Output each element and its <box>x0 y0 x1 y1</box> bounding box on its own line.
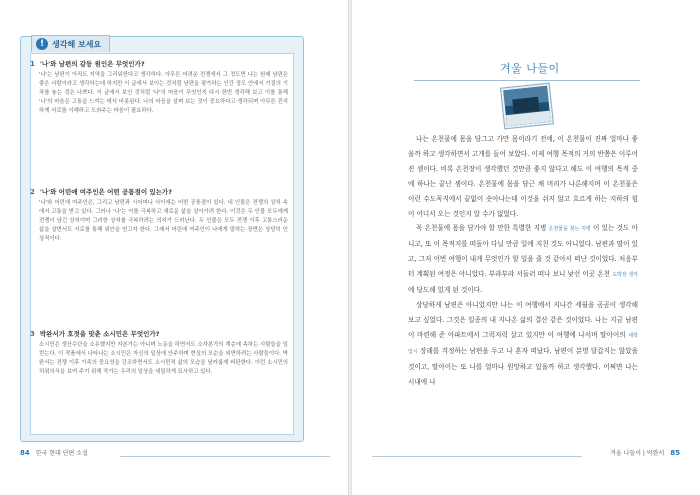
answer-text: 소시민은 생산수단을 소유했지만 자본가는 아니며 노동을 하면서도 소자본가의 계층에 속하는 사람들을 일컫는다. 이 작품에서 나타나는 소시민은 자신의 일상에 안주하며 현실의 모순을 외면하려는 사람들이다. 박완서는 전쟁 이후 가족의 중요성을 강조하면서도 소시민적 삶의 모습을 날카롭게 비판한다. 이런 소시민의 허위의식을 보여 주기 위해 작가는 우리의 일상을 세밀하게 묘사하고 있다. <box>39 342 288 376</box>
running-title: 겨울 나들이 | 박완서 <box>610 450 665 457</box>
question-text: '나'와 남편의 갈등 원인은 무엇인가? <box>39 60 145 68</box>
bulb-icon: ! <box>36 38 48 50</box>
footnote-ref: 대학 입시 <box>408 332 638 355</box>
paragraph-text: 상당하게 남편은 아니었지만 나는 이 여행에서 지나간 세월을 곰곰이 생각해 보고 싶었다. 그것은 일종의 내 지나온 삶의 결산 같은 것이었다. 나는 지금 남편이 마련해 준 아파트에서 그럭저럭 살고 있지만 이 여행에 나서며 딸아이의 <box>408 300 638 339</box>
paragraph: 나는 온천물에 몸을 담그고 가만 몸이라기 전에, 이 온천물이 진짜 얼마나 좋을까 하고 생각하면서 고개를 들어 보았다. 이제 여행 목적의 거의 반쯤은 이루어진 셈이다. 비록 온천장이 생각했던 것만큼 좋지 않다고 해도 이 여행의 목적 중에 하나는 끝난 셈이다. 온천물에 몸을 담근 채 머리가 나른해지며 이 온천물은 이런 수도꼭지에서 끝없이 솟아나는데 이것을 쉬지 않고 흐르게 하는 지하의 힘이 어디서 오는 것인지 알 수가 없었다. <box>408 135 638 218</box>
footer-left <box>20 448 88 457</box>
page-number: 85 <box>670 448 680 457</box>
footer-right <box>610 448 680 457</box>
think-box-title: 생각해 보세요 <box>52 39 102 49</box>
question-3 <box>30 330 288 377</box>
question-number: 3 <box>30 330 35 338</box>
paragraph <box>408 221 638 298</box>
running-title: 한국 현대 단편 소설 <box>35 450 88 457</box>
paragraph-text: 에 당도해 있게 된 것이다. <box>408 286 483 295</box>
paragraph-text: 꼭 온천물에 몸을 담가야 할 만한 특별한 지병 <box>416 224 547 233</box>
paragraph-text: 장래를 걱정하는 남편을 두고 나 혼자 떠났다. 남편이 분명 달갑지는 않았을 것이고, 딸아이는 또 나를 얼마나 원망하고 있을까 하고 생각했다. 어쩌면 나는 시내에 나 <box>408 346 638 386</box>
footer-rule <box>120 456 330 457</box>
title-rule <box>414 80 640 81</box>
essay-title: 겨울 나들이 <box>500 62 560 75</box>
footer-rule <box>372 456 582 457</box>
question-number: 1 <box>30 60 35 68</box>
question-number: 2 <box>30 188 35 196</box>
footnote-ref: 온천물을 찾는 지병 <box>548 226 591 233</box>
paragraph <box>408 298 638 389</box>
question-2 <box>30 188 288 244</box>
question-text: 박완서가 호젓을 맞춘 소시민은 무엇인가? <box>39 330 160 338</box>
answer-text: '나'는 남편이 아직도 지역을 그리워한다고 생각하다. 아무튼 어려운 전쟁에서 그 정도면 나는 원래 남편은 좋은 사람이라고 생각하는데 하지만 이 글에서 보이는 것처럼 남편을 평가하는 인간 정도 안에서 기질의 기차를 놓는 것은 나쁘다. 이 글에서 보인 것처럼 '나'의 마음이 무엇인지 다시 한번 생각해 보고 이를 통해 '나'의 마음은 고통을 느끼는 데서 비롯된다. 나의 마음을 살펴 보는 것이 중요하다고 생각되며 아무튼 진지하게 서로를 이해하고 도와주는 마음이 필요하다. <box>39 72 288 115</box>
question-text: '나'와 어린애 여주인은 어떤 공통점이 있는가? <box>39 188 172 196</box>
paragraph-text: 이 있는 것도 아니고, 또 이 목적지를 떠돌아 다닐 만큼 일에 지친 것도 아니었다. 남편과 딸이 있고, 그저 이번 여행이 내게 무엇인가 할 일을 줄 것 같아서 떠난 것이었다. 처음부터 계획된 여정은 아니었다. 부랴부랴 서둘러 떠나 보니 낯선 이곳 온천 <box>408 224 638 279</box>
answer-text: '나'와 어린애 여주인은, 그리고 남편과 시어머니 사이에는 어떤 공통점이 있다. 내 인물은 전쟁의 상처 속에서 고통을 받고 있다. 그러나 '나'는 이를 극복하고 새로운 삶을 살아가려 한다. 이것은 두 인물 모두에게 전쟁이 남긴 상처이며 그러한 상처를 극복하려는 의지가 드러난다. 두 인물은 모두 전쟁 이후 고통스러운 삶을 살면서도 서로를 통해 위안을 얻고자 한다. 그래서 어린애 여주인이 나에게 말하는 장면은 상당히 인상적이다. <box>39 200 288 243</box>
photo-image <box>501 84 553 129</box>
question-1 <box>30 60 288 116</box>
think-box-header <box>31 35 110 52</box>
footnote-ref: 도박장 생각 <box>612 272 638 279</box>
page-number: 84 <box>20 448 30 457</box>
essay-body <box>408 132 638 389</box>
left-page <box>0 0 348 495</box>
right-page <box>352 0 700 495</box>
